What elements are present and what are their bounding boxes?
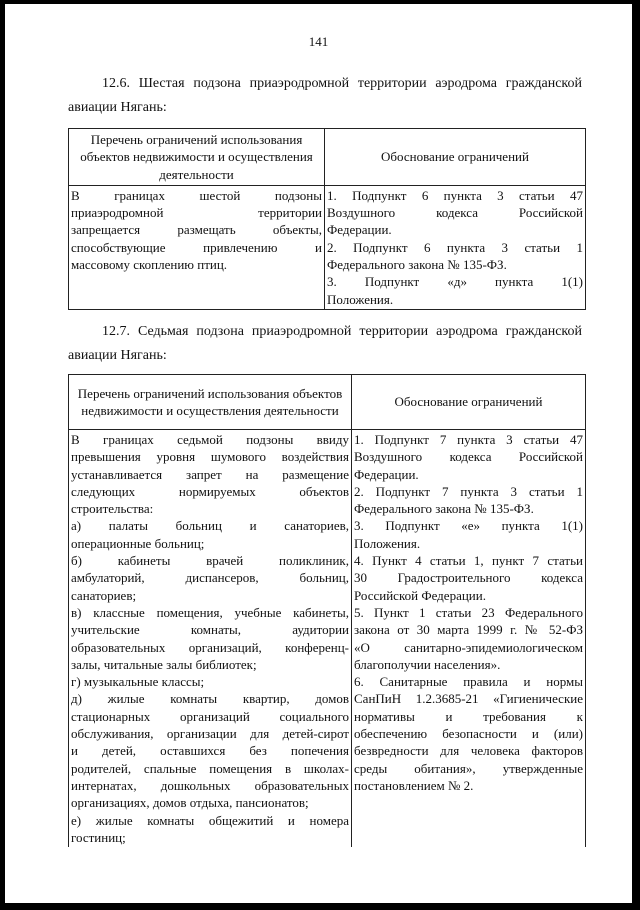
table-header-row (69, 375, 586, 430)
text-line: массовому скоплению птиц. (71, 257, 228, 273)
text-line: Федерального закона № 135-ФЗ. (354, 501, 534, 517)
header-restrictions: Перечень ограничений использования объектов недвижимости и осуществления деятельности (69, 129, 325, 186)
text-line: В границах шестой подзоны (71, 187, 322, 203)
justification-cell (352, 430, 586, 848)
text-line: В границах седьмой подзоны ввиду (71, 432, 349, 447)
restrictions-table-subzone-7 (68, 374, 586, 847)
section-12-7-title-line2: авиации Нягань: (68, 348, 167, 363)
text-line: 3. Подпункт «е» пункта 1(1) (354, 518, 583, 534)
text-line: «О санитарно-эпидемиологическом (354, 639, 583, 655)
text-line: б) кабинеты врачей поликлиник, (71, 553, 349, 569)
text-line: следующих нормируемых объектов (71, 483, 349, 499)
text-line: Воздушного кодекса Российской (327, 205, 583, 221)
text-line: Федерации. (327, 222, 392, 238)
restrictions-table-subzone-6 (68, 128, 586, 310)
text-line: и детей, оставшихся без попечения (71, 743, 349, 759)
justification-cell (325, 185, 586, 309)
text-line: превышения уровня шумового воздействия (71, 449, 349, 465)
text-line: 5. Пункт 1 статьи 23 Федерального (354, 604, 583, 620)
text-line: обеспечению безопасности и (или) (354, 726, 583, 742)
text-line: залы, читальные залы библиотек; (71, 656, 257, 672)
header-restrictions: Перечень ограничений использования объектов недвижимости и осуществления деятельности (69, 375, 352, 430)
table-header-row (69, 129, 586, 186)
text-line: санаториев; (71, 587, 137, 603)
text-line: организациях, домов отдыха, пансионатов; (71, 795, 309, 811)
text-line: 30 Градостроительного кодекса (354, 570, 583, 586)
text-line: 2. Подпункт 7 пункта 3 статьи 1 (354, 483, 583, 499)
text-line: СанПиН 1.2.3685-21 «Гигиенические (354, 691, 583, 707)
text-line: стационарных организаций социального (71, 708, 349, 724)
header-justification: Обоснование ограничений (325, 129, 586, 186)
text-line: операционные больниц; (71, 535, 205, 551)
text-line: строительства: (71, 501, 154, 517)
page-number: 141 (308, 34, 329, 49)
text-line: родителей, спальные помещения в школах- (71, 760, 349, 776)
text-line: е) жилые комнаты общежитий и номера (71, 812, 349, 828)
text-line: Российской Федерации. (354, 587, 486, 603)
text-line: 3. Подпункт «д» пункта 1(1) (327, 274, 583, 290)
document-page (5, 4, 632, 903)
text-line: учительские комнаты, аудитории (71, 622, 349, 638)
text-line: устанавливается запрет на размещение (71, 466, 349, 482)
restrictions-cell (69, 185, 325, 309)
restrictions-cell (69, 430, 352, 848)
section-12-6-title-line1: 12.6. Шестая подзона приаэродромной территории аэродрома гражданской (102, 76, 582, 91)
text-line: 1. Подпункт 6 пункта 3 статьи 47 (327, 187, 583, 203)
header-justification: Обоснование ограничений (352, 375, 586, 430)
text-line: Воздушного кодекса Российской (354, 449, 583, 465)
text-line: постановлением № 2. (354, 777, 474, 793)
text-line: благополучии населения». (354, 656, 501, 672)
text-line: интернатах, дошкольных образовательных (71, 777, 349, 793)
text-line: Положения. (327, 291, 394, 307)
section-12-7-title-line1: 12.7. Седьмая подзона приаэродромной территории аэродрома гражданской (102, 324, 582, 339)
text-line: амбулаторий, диспансеров, больниц, (71, 570, 349, 586)
text-line: нормативы и требования к (354, 708, 583, 724)
text-line: г) музыкальные классы; (71, 674, 205, 690)
text-line: Положения. (354, 535, 421, 551)
text-line: среды обитания», утвержденные (354, 760, 583, 776)
text-line: образовательных организаций, конференц- (71, 639, 349, 655)
text-line: 4. Пункт 4 статьи 1, пункт 7 статьи (354, 553, 583, 569)
text-line: в) классные помещения, учебные кабинеты, (71, 604, 349, 620)
table-row (69, 430, 586, 848)
text-line: 6. Санитарные правила и нормы (354, 674, 583, 690)
text-line: 1. Подпункт 7 пункта 3 статьи 47 (354, 432, 583, 447)
text-line: д) жилые комнаты квартир, домов (71, 691, 349, 707)
section-12-7-heading (68, 320, 582, 368)
text-line: 2. Подпункт 6 пункта 3 статьи 1 (327, 239, 583, 255)
section-12-6-title-line2: авиации Нягань: (68, 100, 167, 115)
text-line: запрещается размещать объекты, (71, 222, 322, 238)
text-line: приаэродромной территории (71, 205, 322, 221)
text-line: закона от 30 марта 1999 г. № 52-ФЗ (354, 622, 583, 638)
text-line: гостиниц; (71, 829, 126, 845)
text-line: Федерации. (354, 466, 419, 482)
text-line: а) палаты больниц и санаториев, (71, 518, 349, 534)
table-row (69, 185, 586, 309)
text-line: обслуживания, организации для детей-сирот (71, 726, 349, 742)
text-line: способствующие привлечению и (71, 239, 322, 255)
text-line: Федерального закона № 135-ФЗ. (327, 257, 507, 273)
text-line: безвредности для человека факторов (354, 743, 583, 759)
section-12-6-heading (68, 72, 582, 120)
